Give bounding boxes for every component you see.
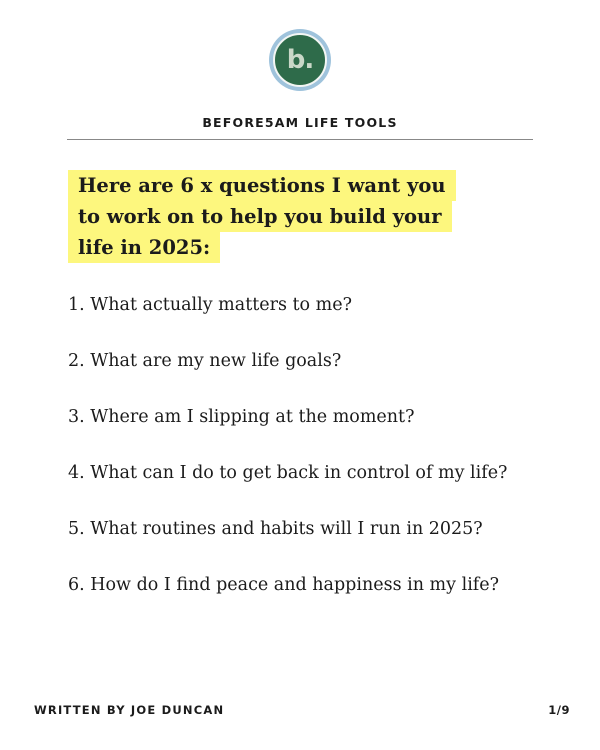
heading-highlight-text: Here are 6 x questions I want you to work on to help you build your life in 2025:	[68, 170, 456, 263]
question-item: 1. What actually matters to me?	[68, 295, 352, 315]
page-heading	[68, 170, 468, 263]
author-credit: WRITTEN BY JOE DUNCAN	[34, 703, 225, 717]
question-item: 2. What are my new life goals?	[68, 351, 342, 371]
questions-list	[68, 290, 507, 626]
page-number: 1/9	[548, 703, 570, 717]
header-divider	[67, 139, 533, 140]
question-item: 6. How do I find peace and happiness in my life?	[68, 575, 500, 595]
question-item: 3. Where am I slipping at the moment?	[68, 407, 415, 427]
brand-title: BEFORE5AM LIFE TOOLS	[202, 115, 398, 130]
logo-letter: b.	[273, 33, 327, 87]
question-item: 4. What can I do to get back in control of my life?	[68, 463, 508, 483]
question-item: 5. What routines and habits will I run in 2025?	[68, 519, 483, 539]
brand-logo	[269, 29, 331, 91]
